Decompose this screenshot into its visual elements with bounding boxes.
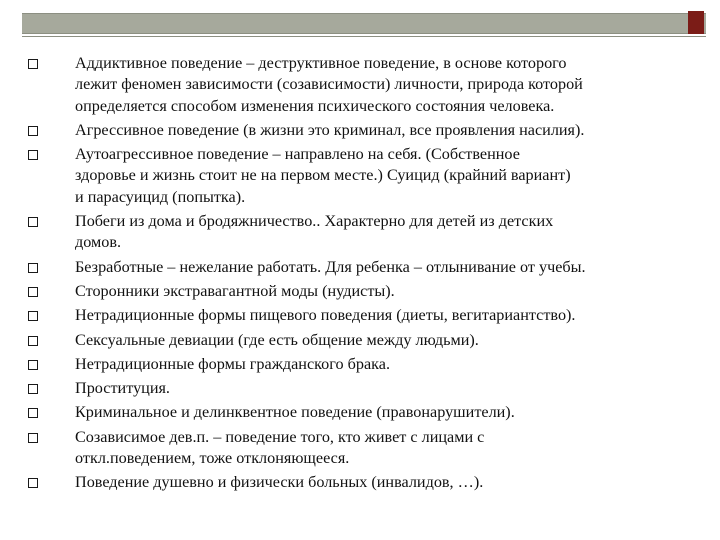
- item-line: Безработные – нежелание работать. Для ребенка – отлынивание от учебы.: [75, 257, 586, 276]
- list-item: [0, 257, 720, 278]
- list-item: [0, 305, 720, 326]
- item-line: Аддиктивное поведение – деструктивное поведение, в основе которого: [75, 54, 567, 72]
- item-line: Нетрадиционные формы гражданского брака.: [75, 354, 391, 373]
- square-bullet-icon: [28, 360, 38, 370]
- item-line: Созависимое дев.п. – поведение того, кто живет с лицами с: [75, 427, 485, 446]
- item-line: Поведение душевно и физически больных (инвалидов, …).: [75, 473, 484, 492]
- item-line: Нетрадиционные формы пищевого поведения (диеты, вегитариантство).: [75, 306, 576, 325]
- list-item: [0, 354, 720, 375]
- item-line: и парасуицид (попытка).: [75, 187, 246, 206]
- square-bullet-icon: [28, 311, 38, 321]
- square-bullet-icon: [28, 433, 38, 443]
- square-bullet-icon: [28, 287, 38, 297]
- header-divider: [22, 36, 706, 37]
- list-item: [0, 402, 720, 423]
- list-item: [0, 472, 720, 493]
- bullet-list: [0, 53, 720, 497]
- square-bullet-icon: [28, 336, 38, 346]
- list-item: [0, 53, 720, 117]
- item-line: Аутоагрессивное поведение – направлено на себя. (Собственное: [75, 145, 520, 164]
- header-bar: [22, 13, 706, 34]
- list-item: [0, 120, 720, 141]
- list-item: [0, 330, 720, 351]
- item-line: Сексуальные девиации (где есть общение между людьми).: [75, 330, 479, 349]
- square-bullet-icon: [28, 150, 38, 160]
- square-bullet-icon: [28, 408, 38, 418]
- square-bullet-icon: [28, 478, 38, 488]
- square-bullet-icon: [28, 263, 38, 273]
- accent-square: [688, 11, 704, 34]
- list-item: [0, 378, 720, 399]
- item-line: откл.поведением, тоже отклоняющееся.: [75, 449, 350, 468]
- item-line: домов.: [75, 233, 122, 252]
- square-bullet-icon: [28, 217, 38, 227]
- item-line: Криминальное и делинквентное поведение (правонарушители).: [75, 403, 515, 422]
- item-line: Проституция.: [75, 379, 170, 398]
- list-item: [0, 427, 720, 470]
- item-line: здоровье и жизнь стоит не на первом месте.) Суицид (крайний вариант): [75, 166, 571, 185]
- square-bullet-icon: [28, 384, 38, 394]
- item-line: определяется способом изменения психического состояния человека.: [75, 96, 555, 115]
- list-item: [0, 144, 720, 208]
- item-line: Сторонники экстравагантной моды (нудисты).: [75, 281, 395, 300]
- square-bullet-icon: [28, 126, 38, 136]
- list-item: [0, 281, 720, 302]
- square-bullet-icon: [28, 59, 38, 69]
- list-item: [0, 211, 720, 254]
- item-line: Агрессивное поведение (в жизни это криминал, все проявления насилия).: [75, 120, 585, 139]
- item-line: Побеги из дома и бродяжничество.. Характерно для детей из детских: [75, 212, 554, 231]
- item-line: лежит феномен зависимости (созависимости) личности, природа которой: [75, 75, 583, 94]
